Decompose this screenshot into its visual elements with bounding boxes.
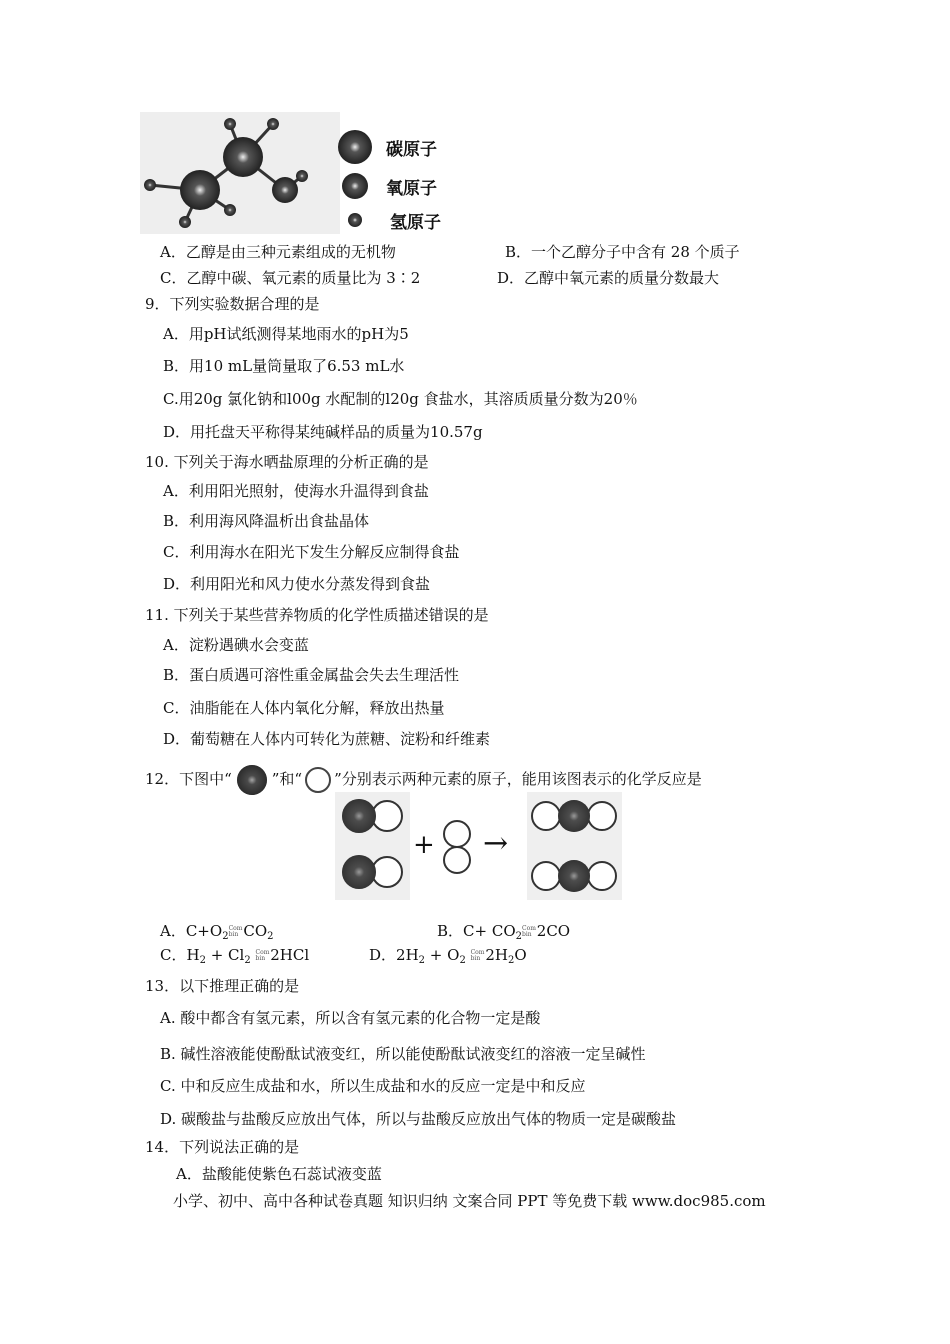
q13-option-c: C. 中和反应生成盐和水，所以生成盐和水的反应一定是中和反应 [160, 1077, 586, 1095]
q11-stem: 11. 下列关于某些营养物质的化学性质描述错误的是 [145, 606, 489, 624]
q12-option-a: A．$C+O_2Com$ bin $CO_2$ [160, 922, 274, 942]
q12-stem: 12．下图中“ ”和“ ”分别表示两种元素的原子，能用该图表示的化学反应是 [145, 764, 702, 796]
q8-option-b: B．一个乙醇分子中含有 28 个质子 [505, 243, 740, 261]
q13-option-b: B. 碱性溶液能使酚酞试液变红，所以能使酚酞试液变红的溶液一定呈碱性 [160, 1045, 646, 1063]
oxygen-atom [272, 177, 298, 203]
hydrogen-atom [224, 118, 236, 130]
legend-atoms [335, 125, 375, 235]
hydrogen-atom [267, 118, 279, 130]
q11-option-b: B．蛋白质遇可溶性重金属盐会失去生理活性 [163, 666, 460, 684]
q10-option-b: B．利用海风降温析出食盐晶体 [163, 512, 370, 530]
q13-option-d: D. 碳酸盐与盐酸反应放出气体，所以与盐酸反应放出气体的物质一定是碳酸盐 [160, 1110, 677, 1128]
hydrogen-atom [179, 216, 191, 228]
q10-option-a: A．利用阳光照射，使海水升温得到食盐 [163, 482, 429, 500]
q8-option-d: D．乙醇中氧元素的质量分数最大 [497, 269, 720, 287]
q10-option-d: D．利用阳光和风力使水分蒸发得到食盐 [163, 575, 431, 593]
q14-option-a: A．盐酸能使紫色石蕊试液变蓝 [176, 1165, 382, 1183]
q8-option-c: C．乙醇中碳、氧元素的质量比为 3∶2 [160, 269, 421, 287]
q11-option-a: A．淀粉遇碘水会变蓝 [163, 636, 309, 654]
q11-option-d: D．葡萄糖在人体内可转化为蔗糖、淀粉和纤维素 [163, 730, 491, 748]
q9-option-d: D．用托盘天平称得某纯碱样品的质量为10.57g [163, 423, 483, 441]
carbon-atom [180, 170, 220, 210]
q12-option-d: D．$2H_2 + O_2$ Com bin $2H_2O$ [369, 946, 527, 966]
q9-option-a: A．用pH试纸测得某地雨水的pH为5 [163, 325, 409, 343]
reaction-arrow: → [483, 826, 509, 861]
legend-hydrogen: 氢原子 [390, 213, 441, 233]
q11-option-c: C．油脂能在人体内氧化分解，释放出热量 [163, 699, 445, 717]
q10-stem: 10. 下列关于海水晒盐原理的分析正确的是 [145, 453, 429, 471]
q9-option-c: C.用20g 氯化钠和l00g 水配制的l20g 食盐水，其溶质质量分数为20％ [163, 390, 638, 408]
hydrogen-atom [224, 204, 236, 216]
q10-option-c: C．利用海水在阳光下发生分解反应制得食盐 [163, 543, 460, 561]
carbon-atom [223, 137, 263, 177]
legend-oxygen: 氧原子 [386, 179, 437, 199]
white-atom-icon [302, 765, 334, 795]
reaction-diagram [335, 792, 625, 900]
q13-stem: 13．以下推理正确的是 [145, 977, 300, 995]
hydrogen-atom [144, 179, 156, 191]
q9-stem: 9．下列实验数据合理的是 [145, 295, 320, 313]
q9-option-b: B．用10 mL量筒量取了6.53 mL水 [163, 357, 405, 375]
hydrogen-atom [296, 170, 308, 182]
q12-option-b: B．$C+ CO_2Com$ bin 2CO [437, 922, 571, 942]
q14-stem: 14．下列说法正确的是 [145, 1138, 300, 1156]
ethanol-molecule-diagram [140, 112, 340, 234]
reaction-plus: + [413, 830, 435, 860]
q8-option-a: A．乙醇是由三种元素组成的无机物 [160, 243, 396, 261]
q12-option-c: C．$H_2 + Cl_2$ Com bin 2HCl [160, 946, 310, 966]
dark-atom-icon [232, 764, 272, 796]
footer-text: 小学、初中、高中各种试卷真题 知识归纳 文案合同 PPT 等免费下载 www.doc985.com [173, 1192, 766, 1210]
legend-carbon: 碳原子 [386, 140, 437, 160]
q13-option-a: A. 酸中都含有氢元素，所以含有氢元素的化合物一定是酸 [160, 1009, 541, 1027]
